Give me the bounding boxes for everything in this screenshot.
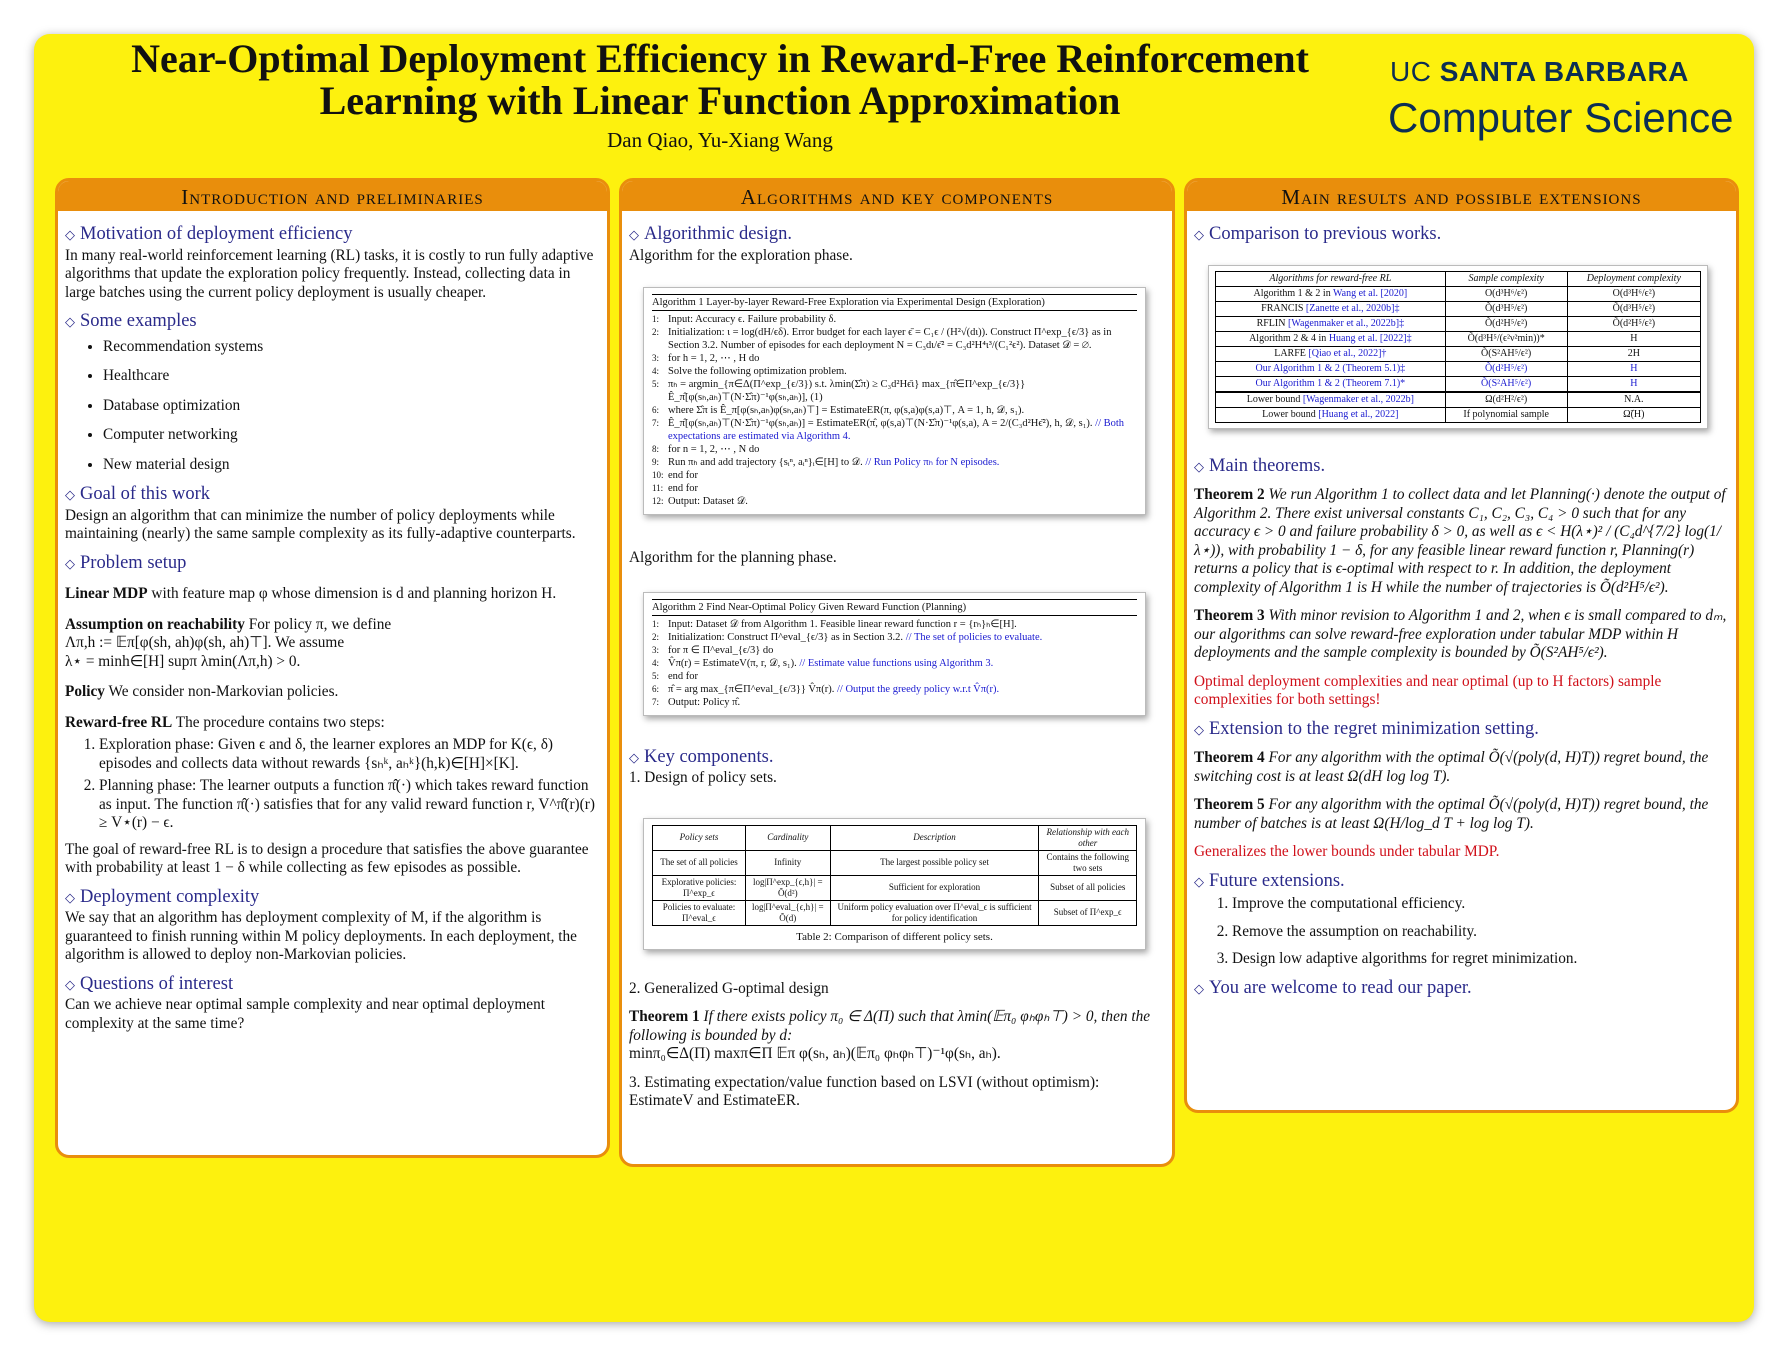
line-number: 4: bbox=[652, 657, 660, 668]
algorithm-line bbox=[652, 326, 1137, 352]
line-number: 9: bbox=[652, 457, 660, 467]
comparison-table bbox=[1215, 271, 1701, 423]
line-number: 11: bbox=[652, 483, 664, 493]
section-title: ◇ Main theorems. bbox=[1194, 457, 1730, 477]
table-cell: log|Π^eval_{ϵ,h}| = Õ(d) bbox=[745, 900, 830, 925]
list-item: 2. Remove the assumption on reachability. bbox=[1232, 923, 1730, 942]
line-body bbox=[668, 482, 698, 495]
policy-text bbox=[65, 683, 601, 702]
algorithm-1-lines bbox=[652, 313, 1137, 508]
algorithm-line bbox=[652, 618, 1137, 631]
algorithm-line bbox=[652, 365, 1137, 378]
section-title: ◇ You are welcome to read our paper. bbox=[1194, 979, 1730, 999]
column-heading: Algorithms and key components bbox=[622, 181, 1172, 211]
algorithm-name: Lower bound bbox=[1262, 408, 1319, 420]
line-comment: // The set of policies to evaluate. bbox=[905, 631, 1043, 643]
table-cell: Explorative policies: Π^exp_ϵ bbox=[653, 875, 746, 900]
theorem-4-text: For any algorithm with the optimal Õ(√(poly(d, H)T)) regret bound, the switching cost is at least Ω(dH log log T). bbox=[1194, 749, 1709, 785]
line-number: 3: bbox=[652, 644, 660, 655]
line-text: Run πₕ and add trajectory {sᵢⁿ, aᵢⁿ}ᵢ∈[H] to 𝒟. bbox=[668, 457, 863, 468]
algorithm-name: Lower bound bbox=[1246, 393, 1303, 405]
deployment-complexity-cell: Õ(d²H⁵/ϵ²) bbox=[1567, 316, 1700, 331]
deployment-complexity-cell: N.A. bbox=[1567, 392, 1700, 408]
line-number: 5: bbox=[652, 379, 660, 389]
logo-uc: UC bbox=[1390, 56, 1432, 87]
algorithm-line bbox=[652, 495, 1137, 508]
line-number: 4: bbox=[652, 366, 660, 376]
reward-free-steps bbox=[65, 736, 601, 833]
policy-sets-table bbox=[652, 825, 1137, 926]
list-item: • New material design bbox=[103, 456, 601, 475]
assumption-desc-3: λ⋆ = minh∈[H] supπ λmin(Λπ,h) > 0. bbox=[65, 652, 301, 670]
section-title: ◇ Goal of this work bbox=[65, 485, 601, 505]
citation-link[interactable]: Huang et al. [2022]‡ bbox=[1328, 332, 1412, 344]
theorem-5-text: For any algorithm with the optimal Õ(√(poly(d, H)T)) regret bound, the number of batches is at least Ω(H/log_d T + log log T). bbox=[1194, 796, 1709, 832]
theorem-1 bbox=[629, 1008, 1166, 1064]
table-row bbox=[1216, 407, 1701, 422]
highlight-lower-bound: Generalizes the lower bounds under tabular MDP. bbox=[1194, 843, 1500, 860]
list-item: • Database optimization bbox=[103, 397, 601, 416]
algorithm-line bbox=[652, 456, 1137, 469]
key-component-2: 2. Generalized G-optimal design bbox=[629, 979, 829, 997]
deployment-complexity-cell: H bbox=[1567, 331, 1700, 346]
algorithm-1-box bbox=[643, 287, 1146, 515]
table-header: Algorithms for reward-free RL bbox=[1216, 271, 1446, 286]
table-cell: Subset of all policies bbox=[1039, 875, 1137, 900]
policy-label: Policy bbox=[65, 683, 105, 700]
sample-complexity-cell: Õ(d²H⁵/ϵ²) bbox=[1445, 316, 1567, 331]
theorem-1-text: If there exists policy π₀ ∈ Δ(Π) such that λmin(𝔼π₀ φₕφₕ⊤) > 0, then the following is bounded by d: bbox=[629, 1008, 1151, 1044]
theorem-4 bbox=[1194, 749, 1730, 786]
algorithm-cell bbox=[1216, 392, 1446, 408]
assumption-text bbox=[65, 616, 601, 672]
algorithm-name: LARFE bbox=[1274, 347, 1309, 359]
table-row bbox=[1216, 331, 1701, 346]
line-body bbox=[668, 469, 698, 482]
deployment-text: We say that an algorithm has deployment complexity of M, if the algorithm is guaranteed to finish running within M policy deployments. In each deployment, the algorithm is allowed to deploy non-Markovian policies. bbox=[65, 909, 577, 963]
line-body bbox=[668, 443, 759, 456]
line-body bbox=[668, 657, 993, 670]
sample-complexity-cell: If polynomial sample bbox=[1445, 407, 1567, 422]
line-number: 6: bbox=[652, 405, 660, 415]
future-list bbox=[1194, 895, 1730, 969]
table-cell: Uniform policy evaluation over Π^eval_ϵ is sufficient for policy identification bbox=[830, 900, 1039, 925]
goal-text: Design an algorithm that can minimize the number of policy deployments while maintaining (nearly) the same sample complexity as its fully-adaptive counterparts. bbox=[65, 506, 576, 542]
line-body bbox=[668, 404, 1024, 417]
table-header: Description bbox=[830, 825, 1039, 850]
line-body bbox=[668, 456, 999, 469]
deployment-complexity-cell: Õ(d³H⁵/ϵ²) bbox=[1567, 301, 1700, 316]
line-comment: // Output the greedy policy w.r.t V̂π(r). bbox=[836, 683, 1000, 695]
algorithm-line bbox=[652, 631, 1137, 644]
line-body bbox=[668, 670, 698, 683]
table-cell: Policies to evaluate: Π^eval_ϵ bbox=[653, 900, 746, 925]
table-row bbox=[1216, 301, 1701, 316]
line-number: 8: bbox=[652, 444, 660, 454]
deployment-complexity-cell: 2H bbox=[1567, 346, 1700, 361]
line-comment: // Estimate value functions using Algorithm 3. bbox=[799, 657, 994, 669]
algorithm-line bbox=[652, 670, 1137, 683]
sample-complexity-cell: Õ(S²AH⁵/ϵ²) bbox=[1445, 346, 1567, 361]
linear-mdp-label: Linear MDP bbox=[65, 585, 148, 602]
algorithm-name: Our Algorithm 1 & 2 (Theorem 5.1)‡ bbox=[1255, 362, 1406, 374]
deployment-complexity-cell: Ω̃(H) bbox=[1567, 407, 1700, 422]
theorem-5-label: Theorem 5 bbox=[1194, 796, 1265, 813]
table-header: Policy sets bbox=[653, 825, 746, 850]
theorem-2-label: Theorem 2 bbox=[1194, 486, 1265, 503]
motivation-text: In many real-world reinforcement learning (RL) tasks, it is costly to run fully adaptive algorithms that update the exploration policy frequently. Instead, collecting data in large batches using the current policy deployment is usually cheaper. bbox=[65, 246, 594, 301]
line-text: for n = 1, 2, ⋯ , N do bbox=[668, 444, 760, 455]
line-number: 10: bbox=[652, 470, 664, 480]
list-item: 3. Design low adaptive algorithms for regret minimization. bbox=[1232, 950, 1730, 969]
algorithm-cell bbox=[1216, 286, 1446, 301]
citation-link[interactable]: Wang et al. [2020] bbox=[1333, 287, 1408, 299]
theorem-5 bbox=[1194, 796, 1730, 833]
theorem-1-label: Theorem 1 bbox=[629, 1008, 700, 1025]
line-comment: // Run Policy πₕ for N episodes. bbox=[865, 457, 1000, 468]
theorem-3 bbox=[1194, 607, 1730, 663]
line-number: 12: bbox=[652, 496, 664, 506]
table-row bbox=[653, 850, 1137, 875]
line-text: Output: Dataset 𝒟. bbox=[668, 496, 748, 507]
algorithm-cell bbox=[1216, 361, 1446, 376]
algorithm-line bbox=[652, 313, 1137, 326]
line-text: Ê_π̂[φ(sₕ,aₕ)⊤(N·Σ̂π)⁻¹φ(sₕ,aₕ)] = EstimateER(π̂, φ(s,a)⊤(N·Σ̂π)⁻¹φ(s,a), A = 2/(C₃d²Hϵ̄²), h, 𝒟, s₁). bbox=[668, 418, 1093, 429]
table-row bbox=[1216, 361, 1701, 376]
reward-free-text bbox=[65, 714, 601, 733]
table-row bbox=[1216, 286, 1701, 301]
line-number: 6: bbox=[652, 683, 660, 694]
algorithm-2-title: Algorithm 2 Find Near-Optimal Policy Given Reward Function (Planning) bbox=[652, 599, 1137, 616]
algorithm-1-title: Algorithm 1 Layer-by-layer Reward-Free Exploration via Experimental Design (Exploration) bbox=[652, 294, 1137, 311]
line-body bbox=[668, 495, 748, 508]
line-body bbox=[668, 378, 1137, 404]
table-cell: Infinity bbox=[745, 850, 830, 875]
comparison-table-box bbox=[1208, 265, 1708, 429]
table-cell: log|Π^exp_{ϵ,h}| = Õ(d²) bbox=[745, 875, 830, 900]
ucsb-logo bbox=[1390, 56, 1689, 88]
line-number: 2: bbox=[652, 327, 660, 337]
citation-link[interactable]: [Zanette et al., 2020b]‡ bbox=[1305, 302, 1400, 314]
sample-complexity-cell: Õ(d³H⁵/(ϵ²ν²min))* bbox=[1445, 331, 1567, 346]
algorithm-line bbox=[652, 352, 1137, 365]
sample-complexity-cell: O(d³H⁶/ϵ²) bbox=[1445, 286, 1567, 301]
line-text: end for bbox=[668, 470, 699, 481]
algorithm-name: RFLIN bbox=[1256, 317, 1288, 329]
deployment-complexity-cell: H bbox=[1567, 361, 1700, 376]
list-item: • Recommendation systems bbox=[103, 338, 601, 357]
sample-complexity-cell: Õ(S²AH⁵/ϵ²) bbox=[1445, 376, 1567, 392]
policy-sets-table-box bbox=[643, 818, 1146, 950]
line-body bbox=[668, 696, 740, 709]
algorithm-line bbox=[652, 482, 1137, 495]
exploration-caption: Algorithm for the exploration phase. bbox=[629, 246, 853, 264]
table-header: Relationship with each other bbox=[1039, 825, 1137, 850]
linear-mdp-desc: with feature map φ whose dimension is d and planning horizon H. bbox=[151, 585, 557, 602]
line-text: Initialization: Construct Π^eval_{ϵ/3} as in Section 3.2. bbox=[668, 631, 904, 643]
table-header: Cardinality bbox=[745, 825, 830, 850]
algorithm-cell bbox=[1216, 331, 1446, 346]
title-line-2: Learning with Linear Function Approximation bbox=[319, 78, 1121, 123]
algorithm-cell bbox=[1216, 346, 1446, 361]
algorithm-name: Our Algorithm 1 & 2 (Theorem 7.1)* bbox=[1255, 377, 1406, 389]
algorithm-line bbox=[652, 696, 1137, 709]
section-title: ◇ Algorithmic design. bbox=[629, 225, 1166, 245]
section-title: ◇ Motivation of deployment efficiency bbox=[65, 225, 601, 245]
table-cell: Contains the following two sets bbox=[1039, 850, 1137, 875]
algorithm-cell bbox=[1216, 376, 1446, 392]
algorithm-line bbox=[652, 378, 1137, 404]
examples-list bbox=[65, 338, 601, 475]
planning-caption: Algorithm for the planning phase. bbox=[629, 549, 837, 566]
line-body bbox=[668, 631, 1042, 644]
theorem-3-label: Theorem 3 bbox=[1194, 607, 1265, 624]
line-text: end for bbox=[668, 483, 699, 494]
algorithm-cell bbox=[1216, 301, 1446, 316]
line-body bbox=[668, 326, 1137, 352]
line-number: 2: bbox=[652, 631, 660, 642]
section-title: ◇ Deployment complexity bbox=[65, 888, 601, 908]
line-number: 7: bbox=[652, 418, 660, 428]
line-text: where Σ̂π is Ê_π[φ(sₕ,aₕ)φ(sₕ,aₕ)⊤] = EstimateER(π, φ(s,a)φ(s,a)⊤, A = 1, h, 𝒟, s₁). bbox=[668, 405, 1025, 416]
line-body bbox=[668, 352, 759, 365]
algorithm-line bbox=[652, 657, 1137, 670]
logo-department: Computer Science bbox=[1388, 94, 1734, 141]
section-title: ◇ Extension to the regret minimization setting. bbox=[1194, 720, 1730, 740]
reward-free-goal: The goal of reward-free RL is to design a procedure that satisfies the above guarantee with probability at least 1 − δ while collecting as few episodes as possible. bbox=[65, 840, 589, 876]
algorithm-line bbox=[652, 417, 1137, 443]
line-body bbox=[668, 618, 1017, 631]
algorithm-name: Algorithm 2 & 4 in bbox=[1249, 332, 1329, 344]
sample-complexity-cell: Õ(d²H⁵/ϵ²) bbox=[1445, 361, 1567, 376]
citation-link[interactable]: [Huang et al., 2022] bbox=[1318, 408, 1399, 420]
algorithm-line bbox=[652, 443, 1137, 456]
reward-free-label: Reward-free RL bbox=[65, 713, 173, 731]
list-item: • Computer networking bbox=[103, 426, 601, 445]
sample-complexity-cell: Ω(d²H²/ϵ²) bbox=[1445, 392, 1567, 408]
section-title: ◇ Key components. bbox=[629, 748, 1166, 768]
algorithm-2-lines bbox=[652, 618, 1137, 709]
table-cell: The set of all policies bbox=[653, 850, 746, 875]
algorithm-line bbox=[652, 404, 1137, 417]
algorithm-name: Algorithm 1 & 2 in bbox=[1253, 287, 1334, 299]
linear-mdp-text bbox=[65, 585, 601, 604]
algorithm-line bbox=[652, 644, 1137, 657]
column-heading: Introduction and preliminaries bbox=[58, 181, 607, 211]
line-body bbox=[668, 644, 773, 657]
highlight-result: Optimal deployment complexities and near optimal (up to H factors) sample complexities for both settings! bbox=[1194, 672, 1662, 708]
line-text: for π ∈ Π^eval_{ϵ/3} do bbox=[668, 644, 774, 656]
table-row bbox=[1216, 346, 1701, 361]
line-text: Solve the following optimization problem. bbox=[668, 366, 847, 377]
table-row bbox=[653, 875, 1137, 900]
questions-text: Can we achieve near optimal sample complexity and near optimal deployment complexity at the same time? bbox=[65, 996, 545, 1032]
citation-link[interactable]: [Wagenmaker et al., 2022b] bbox=[1302, 393, 1414, 405]
line-text: for h = 1, 2, ⋯ , H do bbox=[668, 353, 760, 364]
key-component-3: 3. Estimating expectation/value function based on LSVI (without optimism): EstimateV and EstimateER. bbox=[629, 1073, 1100, 1109]
table-row bbox=[653, 900, 1137, 925]
line-body bbox=[668, 313, 836, 326]
line-comment: // Both expectations are estimated via Algorithm 4. bbox=[668, 418, 1125, 442]
logo-santa-barbara: SANTA BARBARA bbox=[1439, 56, 1689, 87]
line-number: 3: bbox=[652, 353, 660, 363]
section-title: ◇ Problem setup bbox=[65, 554, 601, 574]
list-item: • Healthcare bbox=[103, 367, 601, 386]
column-algorithms bbox=[619, 178, 1175, 1167]
assumption-desc-2: Λπ,h := 𝔼π[φ(sh, ah)φ(sh, ah)⊤]. We assume bbox=[65, 634, 345, 651]
algorithm-name: FRANCIS bbox=[1261, 302, 1306, 314]
section-title: ◇ Questions of interest bbox=[65, 975, 601, 995]
line-text: Output: Policy π̂. bbox=[668, 696, 741, 708]
section-title: ◇ Comparison to previous works. bbox=[1194, 225, 1730, 245]
deployment-complexity-cell: H bbox=[1567, 376, 1700, 392]
column-heading: Main results and possible extensions bbox=[1187, 181, 1736, 211]
deployment-complexity-cell: O(d³H⁶/ϵ²) bbox=[1567, 286, 1700, 301]
poster-title bbox=[70, 38, 1370, 122]
line-text: Initialization: ι = log(dH/ϵδ). Error budget for each layer ϵ̄ = C₁ϵ / (H²√(dι)). Construct Π^exp_{ϵ/3} as in Section 3.2. Number of episodes for each deployment N = C₃dι/ϵ̄² = C₃d²H⁴ι³/(C₁²ϵ²). Dataset 𝒟 = ∅. bbox=[668, 327, 1112, 351]
citation-link[interactable]: [Wagenmaker et al., 2022b]‡ bbox=[1287, 317, 1405, 329]
table-cell: Sufficient for exploration bbox=[830, 875, 1039, 900]
list-item: 1. Exploration phase: Given ϵ and δ, the learner explores an MDP for K(ϵ, δ) episodes and collects data without rewards {sₕᵏ, aₕᵏ}(h,k)∈[H]×[K]. bbox=[99, 736, 601, 773]
theorem-2 bbox=[1194, 486, 1730, 597]
line-text: end for bbox=[668, 670, 699, 682]
title-line-1: Near-Optimal Deployment Efficiency in Reward-Free Reinforcement bbox=[131, 36, 1309, 81]
algorithm-line bbox=[652, 683, 1137, 696]
theorem-4-label: Theorem 4 bbox=[1194, 749, 1265, 766]
algorithm-cell bbox=[1216, 316, 1446, 331]
reward-free-desc: The procedure contains two steps: bbox=[175, 713, 385, 731]
column-results bbox=[1184, 178, 1739, 1113]
line-text: π̂ = arg max_{π∈Π^eval_{ϵ/3}} V̂π(r). bbox=[668, 683, 835, 695]
assumption-label: Assumption on reachability bbox=[65, 615, 245, 633]
assumption-desc-1: For policy π, we define bbox=[248, 615, 392, 633]
line-text: V̂π(r) = EstimateV(π, r, 𝒟, s₁). bbox=[668, 657, 797, 669]
list-item: 1. Improve the computational efficiency. bbox=[1232, 895, 1730, 914]
table-cell: Subset of Π^exp_ϵ bbox=[1039, 900, 1137, 925]
line-body bbox=[668, 683, 999, 696]
line-number: 7: bbox=[652, 696, 660, 707]
table-header: Sample complexity bbox=[1445, 271, 1567, 286]
line-number: 1: bbox=[652, 314, 660, 324]
policy-table-caption: Table 2: Comparison of different policy sets. bbox=[796, 930, 993, 943]
algorithm-line bbox=[652, 469, 1137, 482]
line-number: 1: bbox=[652, 618, 660, 629]
theorem-2-text: We run Algorithm 1 to collect data and let Planning(·) denote the output of Algorithm 2. There exist universal constants C₁, C₂, C₃, C₄ > 0 such that for any accuracy ϵ > 0 and failure probability δ > 0, as well as ϵ < H(λ⋆)² / (C₄d^{7/2} log(1/λ⋆)), with probability 1 − δ, for any feasible linear reward function r, Planning(r) returns a policy that is ϵ-optimal with respect to r. In addition, the deployment complexity of Algorithm 1 is H while the number of trajectories is Õ(d²H⁵/ϵ²). bbox=[1194, 486, 1726, 596]
column-introduction bbox=[55, 178, 610, 1158]
line-text: Input: Dataset 𝒟 from Algorithm 1. Feasible linear reward function r = {rₕ}ₕ∈[H]. bbox=[668, 618, 1017, 630]
line-body bbox=[668, 417, 1137, 443]
line-text: Input: Accuracy ϵ. Failure probability δ. bbox=[668, 314, 837, 325]
table-row bbox=[1216, 376, 1701, 392]
theorem-3-text: With minor revision to Algorithm 1 and 2, when ϵ is small compared to dₘ, our algorithms can solve reward-free exploration under tabular MDP within H deployments and the sample complexity is bounded by Õ(S²AH⁵/ϵ²). bbox=[1194, 607, 1727, 661]
line-text: πₕ = argmin_{π∈Δ(Π^exp_{ϵ/3}) s.t. λmin(Σ̂π) ≥ C₃d²Hϵ̄ι} max_{π̂∈Π^exp_{ϵ/3}} Ê_π̂[φ(sₕ,aₕ)⊤(N·Σ̂π)⁻¹φ(sₕ,aₕ)], (1) bbox=[668, 379, 1026, 403]
table-row bbox=[1216, 316, 1701, 331]
authors: Dan Qiao, Yu-Xiang Wang bbox=[607, 128, 833, 152]
policy-desc: We consider non-Markovian policies. bbox=[108, 683, 339, 700]
key-component-1: 1. Design of policy sets. bbox=[629, 769, 777, 786]
table-row bbox=[1216, 392, 1701, 408]
table-header: Deployment complexity bbox=[1567, 271, 1700, 286]
theorem-1-formula: minπ₀∈Δ(Π) maxπ∈Π 𝔼π φ(sₕ, aₕ)(𝔼π₀ φₕφₕ⊤)⁻¹φ(sₕ, aₕ). bbox=[629, 1045, 1001, 1062]
sample-complexity-cell: Õ(d³H⁵/ϵ²) bbox=[1445, 301, 1567, 316]
list-item: 2. Planning phase: The learner outputs a function π̂(·) which takes reward function as input. The function π̂(·) satisfies that for any valid reward function r, V^π̂(r)(r) ≥ V⋆(r) − ϵ. bbox=[99, 777, 601, 833]
algorithm-cell bbox=[1216, 407, 1446, 422]
section-title: ◇ Future extensions. bbox=[1194, 872, 1730, 892]
section-title: ◇ Some examples bbox=[65, 312, 601, 332]
line-body bbox=[668, 365, 847, 378]
table-cell: The largest possible policy set bbox=[830, 850, 1039, 875]
algorithm-2-box bbox=[643, 592, 1146, 716]
citation-link[interactable]: [Qiao et al., 2022]† bbox=[1308, 347, 1387, 359]
line-number: 5: bbox=[652, 670, 660, 681]
